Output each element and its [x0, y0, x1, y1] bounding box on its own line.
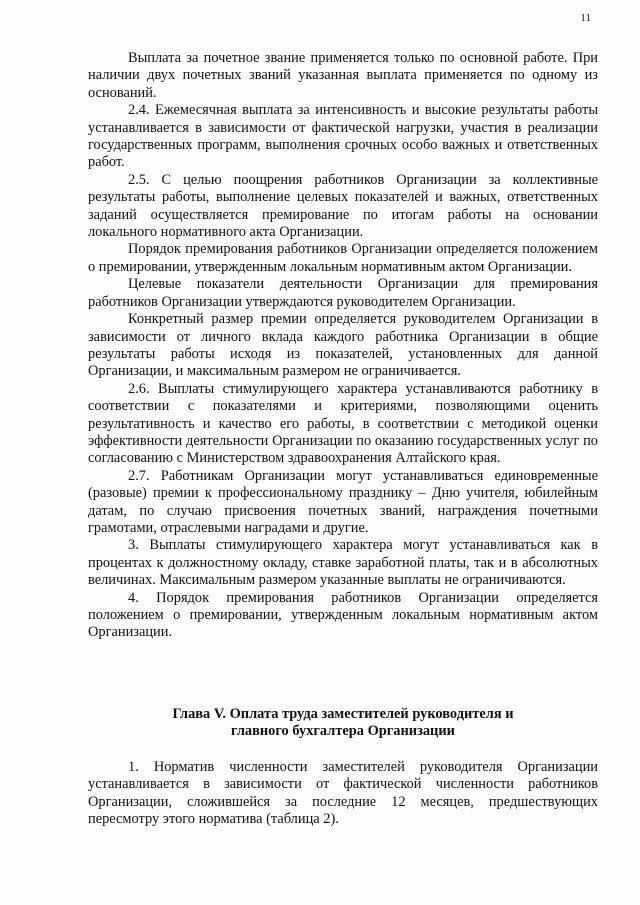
body-text [88, 50, 598, 642]
paragraph-2-7: 2.7. Работникам Организации могут устанавливаться единовременные (разовые) премии к профессиональному празднику – Дню учителя, юбилейным датам, по случаю присвоения почетных званий, награждения почетными грамотами, отраслевыми наградами и другие. [88, 467, 598, 536]
paragraph-bonus-amount: Конкретный размер премии определяется руководителем Организации в зависимости от личного вклада каждого работника Организации в общие результаты работы исходя из показателей, установленных для данной Организации, и максимальным размером не ограничивается. [88, 311, 598, 380]
paragraph-2-4: 2.4. Ежемесячная выплата за интенсивность и высокие результаты работы устанавливается в зависимости от фактической нагрузки, участия в реализации государственных программ, выполнения срочных особо важных и ответственных работ. [88, 102, 598, 171]
paragraph-bonus-procedure: Порядок премирования работников Организации определяется положением о премировании, утвержденным локальным нормативным актом Организации. [88, 241, 598, 275]
chapter-title-line-1: Глава V. Оплата труда заместителей руководителя и [172, 706, 514, 722]
chapter-title-line-2: главного бухгалтера Организации [231, 723, 455, 740]
chapter-paragraph-1: 1. Норматив численности заместителей руководителя Организации устанавливается в зависимости от фактической численности работников Организации, сложившейся за последние 12 месяцев, предшествующих пересмотру этого норматива (таблица 2). [88, 759, 598, 828]
paragraph-2-6: 2.6. Выплаты стимулирующего характера устанавливаются работнику в соответствии с показателями и критериями, позволяющими оценить результативность и качество его работы, в соответствии с методикой оценки эффективности деятельности Организации по оказанию государственных услуг по согласованию с Министерством здравоохранения Алтайского края. [88, 380, 598, 467]
page-number: 11 [580, 12, 591, 24]
paragraph-honorary-title-payment: Выплата за почетное звание применяется только по основной работе. При наличии двух почетных званий указанная выплата применяется по одному из оснований. [88, 50, 598, 101]
paragraph-2-5: 2.5. С целью поощрения работников Организации за коллективные результаты работы, выполнение целевых показателей и важных, ответственных заданий осуществляется премирование по итогам работы на основании локального нормативного акта Организации. [88, 171, 598, 241]
paragraph-3: 3. Выплаты стимулирующего характера могут устанавливаться как в процентах к должностному окладу, ставке заработной платы, так и в абсолютных величинах. Максимальным размером указанные выплаты не ограничиваются. [88, 537, 598, 589]
paragraph-target-indicators: Целевые показатели деятельности Организации для премирования работников Организации утверждаются руководителем Организации. [88, 276, 598, 310]
chapter-text [88, 759, 598, 829]
paragraph-4: 4. Порядок премирования работников Организации определяется положением о премировании, утвержденным локальным нормативным актом Организации. [88, 589, 598, 641]
chapter-title [88, 706, 598, 741]
